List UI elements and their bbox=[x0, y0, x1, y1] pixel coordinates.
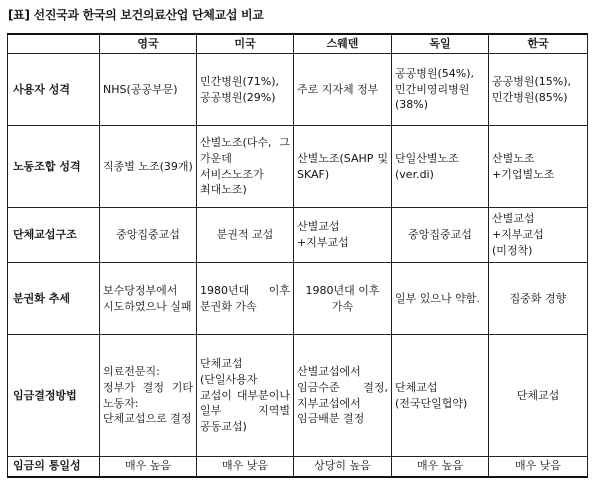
table-row bbox=[8, 457, 588, 477]
row-label: 분권화 추세 bbox=[8, 263, 100, 335]
table-cell: 중앙집중교섭 bbox=[100, 208, 197, 263]
table-row bbox=[8, 54, 588, 126]
comparison-table bbox=[7, 33, 588, 478]
table-row bbox=[8, 335, 588, 457]
header-uk: 영국 bbox=[100, 34, 197, 54]
table-cell: 직종별 노조(39개) bbox=[100, 126, 197, 208]
table-cell: 중앙집중교섭 bbox=[392, 208, 489, 263]
table-cell: 보수당정부에서 시도하였으나 실패 bbox=[100, 263, 197, 335]
header-korea: 한국 bbox=[489, 34, 588, 54]
table-caption: [표] 선진국과 한국의 보건의료산업 단체교섭 비교 bbox=[8, 8, 264, 22]
header-germany: 독일 bbox=[392, 34, 489, 54]
table-row bbox=[8, 263, 588, 335]
table-cell: 산별교섭에서 임금수준 결정, 지부교섭에서 임금배분 결정 bbox=[294, 335, 392, 457]
table-cell: 일부 있으나 약함. bbox=[392, 263, 489, 335]
row-label: 임금의 통일성 bbox=[8, 457, 100, 477]
table-row bbox=[8, 126, 588, 208]
table-cell: 단체교섭 bbox=[489, 335, 588, 457]
table-row bbox=[8, 208, 588, 263]
table-cell: 단체교섭(단일사용자 교섭이 대부분이나 일부 지역별 공동교섭) bbox=[197, 335, 294, 457]
table-cell: 단체교섭(전국단일협약) bbox=[392, 335, 489, 457]
table-cell: 상당히 높음 bbox=[294, 457, 392, 477]
table-cell: 매우 높음 bbox=[392, 457, 489, 477]
row-label: 노동조합 성격 bbox=[8, 126, 100, 208]
table-cell: 산별교섭+지부교섭(미정착) bbox=[489, 208, 588, 263]
table-cell: 주로 지자체 정부 bbox=[294, 54, 392, 126]
table-cell: 분권적 교섭 bbox=[197, 208, 294, 263]
table-cell: 공공병원(15%), 민간병원(85%) bbox=[489, 54, 588, 126]
table-cell: 매우 낮음 bbox=[489, 457, 588, 477]
table-cell: 집중화 경향 bbox=[489, 263, 588, 335]
table-cell: 1980년대 이후 가속 bbox=[294, 263, 392, 335]
table-cell: 단일산별노조(ver.di) bbox=[392, 126, 489, 208]
row-label: 사용자 성격 bbox=[8, 54, 100, 126]
table-cell: 산별노조(SAHP 및 SKAF) bbox=[294, 126, 392, 208]
table-cell: 1980년대 이후 분권화 가속 bbox=[197, 263, 294, 335]
table-cell: 공공병원(54%), 민간비영리병원(38%) bbox=[392, 54, 489, 126]
table-cell: 민간병원(71%), 공공병원(29%) bbox=[197, 54, 294, 126]
header-blank bbox=[8, 34, 100, 54]
table-cell: 산별노조+기업별노조 bbox=[489, 126, 588, 208]
table-cell: 매우 낮음 bbox=[197, 457, 294, 477]
table-cell: 의료전문직: 정부가 결정 기타 노동자: 단체교섭으로 결정 bbox=[100, 335, 197, 457]
row-label: 단체교섭구조 bbox=[8, 208, 100, 263]
table-cell: 산별노조(다수, 그 가운데 서비스노조가 최대노조) bbox=[197, 126, 294, 208]
header-row bbox=[8, 34, 588, 54]
row-label: 임금결정방법 bbox=[8, 335, 100, 457]
table-cell: NHS(공공부문) bbox=[100, 54, 197, 126]
table-cell: 산별교섭+지부교섭 bbox=[294, 208, 392, 263]
table-cell: 매우 높음 bbox=[100, 457, 197, 477]
header-sweden: 스웨덴 bbox=[294, 34, 392, 54]
header-us: 미국 bbox=[197, 34, 294, 54]
